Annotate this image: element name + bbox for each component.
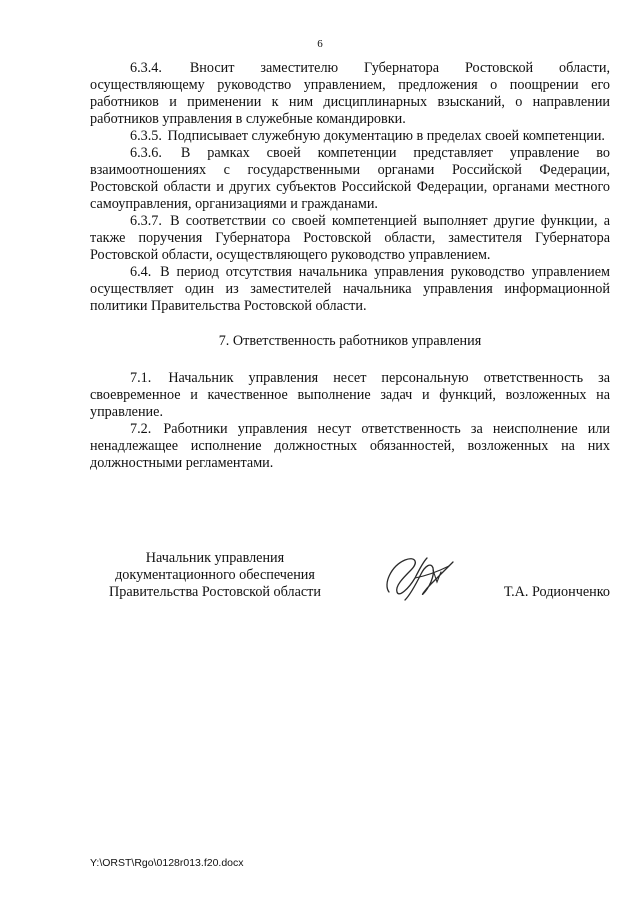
signature-block bbox=[90, 550, 610, 610]
paragraph-number: 6.3.7. bbox=[130, 213, 162, 229]
paragraph-text: В соответствии со своей компетенцией выполняет другие функции, а также поручения Губернатора Ростовской области, заместителя Губернатора Ростовской области, осуществляющего руководство управлением. bbox=[90, 213, 611, 263]
paragraph-number: 6.3.4. bbox=[130, 60, 162, 76]
paragraph-number: 6.3.6. bbox=[130, 145, 162, 161]
section-heading: 7. Ответственность работников управления bbox=[218, 333, 482, 349]
position-line: документационного обеспечения bbox=[115, 567, 315, 583]
paragraph-6-4 bbox=[90, 264, 610, 315]
handwritten-signature bbox=[375, 548, 465, 610]
paragraph-text: Работники управления несут ответственность за неисполнение или ненадлежащее исполнение должностных обязанностей, возложенных на них должностными регламентами. bbox=[90, 421, 611, 471]
signatory-name: Т.А. Родионченко bbox=[503, 584, 610, 600]
paragraph-number: 6.4. bbox=[130, 264, 152, 280]
paragraph-text: Подписывает служебную документацию в пределах своей компетенции. bbox=[167, 128, 605, 144]
position-line: Правительства Ростовской области bbox=[109, 584, 321, 600]
paragraph-text: В рамках своей компетенции представляет управление во взаимоотношениях с государственными органами Российской Федерации, Ростовской области и других субъектов Российской Федерации, органами местного самоуправления, организациями и гражданами. bbox=[90, 145, 610, 212]
paragraph-6-3-5 bbox=[90, 128, 610, 145]
paragraph-number: 6.3.5. bbox=[130, 128, 162, 144]
paragraph-text: В период отсутствия начальника управления руководство управлением осуществляет один из заместителей начальника управления информационной политики Правительства Ростовской области. bbox=[90, 264, 610, 314]
paragraph-number: 7.1. bbox=[130, 370, 152, 386]
document-body bbox=[90, 60, 610, 472]
file-path-footer: Y:\ORST\Rgo\0128r013.f20.docx bbox=[90, 857, 244, 869]
paragraph-text: Вносит заместителю Губернатора Ростовской области, осуществляющему руководство управлением, предложения о поощрении его работников и применении к ним дисциплинарных взысканий, о направлении работников управления в служебные командировки. bbox=[90, 60, 611, 127]
position-line: Начальник управления bbox=[145, 550, 285, 566]
paragraph-number: 7.2. bbox=[130, 421, 152, 437]
paragraph-text: Начальник управления несет персональную ответственность за своевременное и качественное выполнение задач и функций, возложенных на управление. bbox=[90, 370, 611, 420]
paragraph-6-3-7 bbox=[90, 213, 610, 264]
page-number: 6 bbox=[317, 38, 323, 50]
paragraph-7-1 bbox=[90, 370, 610, 421]
signatory-position bbox=[90, 550, 340, 601]
paragraph-6-3-6 bbox=[90, 145, 610, 213]
paragraph-7-2 bbox=[90, 421, 610, 472]
paragraph-6-3-4 bbox=[90, 60, 610, 128]
